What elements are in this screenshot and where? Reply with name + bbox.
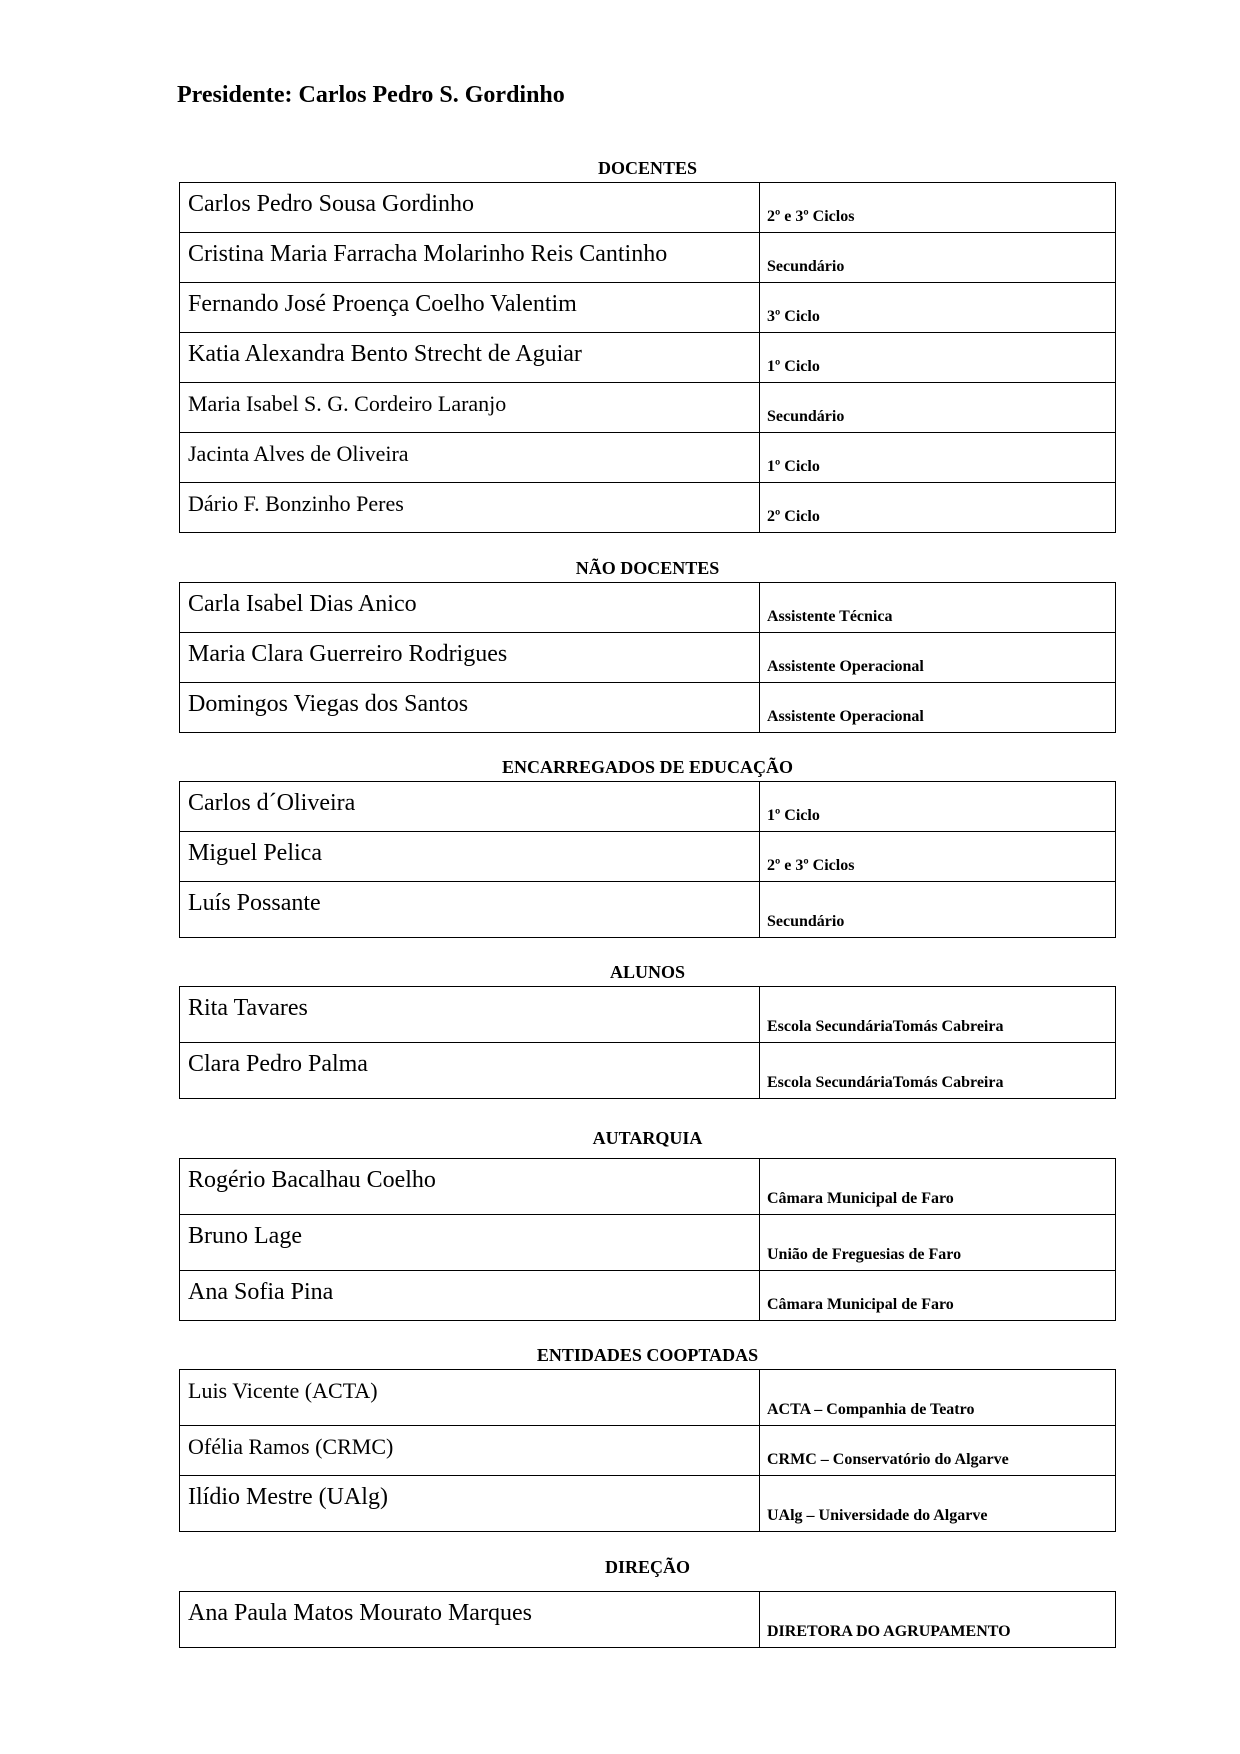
member-name: Clara Pedro Palma: [180, 1043, 760, 1099]
member-role: DIRETORA DO AGRUPAMENTO: [760, 1592, 1116, 1648]
table-row: [180, 583, 1116, 633]
section-direcao: [179, 1553, 1116, 1648]
table-row: [180, 633, 1116, 683]
table-row: [180, 1215, 1116, 1271]
member-name: Carlos d´Oliveira: [180, 782, 760, 832]
member-role: Câmara Municipal de Faro: [760, 1271, 1116, 1321]
member-role: 1º Ciclo: [760, 433, 1116, 483]
table-row: [180, 987, 1116, 1043]
member-name: Dário F. Bonzinho Peres: [180, 483, 760, 533]
section-title: NÃO DOCENTES: [575, 558, 720, 578]
section-autarquia: [179, 1124, 1116, 1321]
member-name: Miguel Pelica: [180, 832, 760, 882]
member-name: Ilídio Mestre (UAlg): [180, 1476, 760, 1532]
members-table: [179, 1158, 1116, 1321]
table-row: [180, 383, 1116, 433]
member-name: Luis Vicente (ACTA): [180, 1370, 760, 1426]
table-row: [180, 782, 1116, 832]
members-table: [179, 986, 1116, 1099]
member-name: Katia Alexandra Bento Strecht de Aguiar: [180, 333, 760, 383]
member-role: 3º Ciclo: [760, 283, 1116, 333]
table-row: [180, 1271, 1116, 1321]
member-role: Escola SecundáriaTomás Cabreira: [760, 987, 1116, 1043]
member-role: 1º Ciclo: [760, 782, 1116, 832]
section-title: ENTIDADES COOPTADAS: [536, 1345, 759, 1365]
member-role: 2º e 3º Ciclos: [760, 183, 1116, 233]
member-role: Secundário: [760, 233, 1116, 283]
member-role: Assistente Operacional: [760, 683, 1116, 733]
member-name: Ana Paula Matos Mourato Marques: [180, 1592, 760, 1648]
member-name: Jacinta Alves de Oliveira: [180, 433, 760, 483]
member-name: Luís Possante: [180, 882, 760, 938]
president-heading: Presidente: Carlos Pedro S. Gordinho: [177, 82, 565, 108]
members-table: [179, 582, 1116, 733]
section-alunos: [179, 958, 1116, 1099]
member-role: 1º Ciclo: [760, 333, 1116, 383]
member-role: 2º e 3º Ciclos: [760, 832, 1116, 882]
member-role: Secundário: [760, 383, 1116, 433]
member-role: ACTA – Companhia de Teatro: [760, 1370, 1116, 1426]
member-name: Ofélia Ramos (CRMC): [180, 1426, 760, 1476]
member-role: Assistente Operacional: [760, 633, 1116, 683]
table-row: [180, 433, 1116, 483]
section-title: DIREÇÃO: [604, 1557, 690, 1577]
members-table: [179, 781, 1116, 938]
member-name: Fernando José Proença Coelho Valentim: [180, 283, 760, 333]
table-row: [180, 233, 1116, 283]
member-role: CRMC – Conservatório do Algarve: [760, 1426, 1116, 1476]
section-title: DOCENTES: [597, 158, 698, 178]
member-name: Domingos Viegas dos Santos: [180, 683, 760, 733]
member-name: Rita Tavares: [180, 987, 760, 1043]
member-role: União de Freguesias de Faro: [760, 1215, 1116, 1271]
table-row: [180, 1476, 1116, 1532]
member-role: 2º Ciclo: [760, 483, 1116, 533]
member-role: Escola SecundáriaTomás Cabreira: [760, 1043, 1116, 1099]
member-name: Carla Isabel Dias Anico: [180, 583, 760, 633]
table-row: [180, 1043, 1116, 1099]
member-name: Maria Clara Guerreiro Rodrigues: [180, 633, 760, 683]
section-docentes: [179, 154, 1116, 533]
members-table: [179, 182, 1116, 533]
table-row: [180, 1426, 1116, 1476]
member-role: Assistente Técnica: [760, 583, 1116, 633]
member-name: Bruno Lage: [180, 1215, 760, 1271]
table-row: [180, 1592, 1116, 1648]
member-name: Cristina Maria Farracha Molarinho Reis Cantinho: [180, 233, 760, 283]
members-table: [179, 1591, 1116, 1648]
member-role: UAlg – Universidade do Algarve: [760, 1476, 1116, 1532]
table-row: [180, 483, 1116, 533]
section-encarregados: [179, 753, 1116, 938]
section-nao-docentes: [179, 554, 1116, 733]
section-entidades-cooptadas: [179, 1341, 1116, 1532]
table-row: [180, 183, 1116, 233]
member-role: Secundário: [760, 882, 1116, 938]
member-role: Câmara Municipal de Faro: [760, 1159, 1116, 1215]
table-row: [180, 283, 1116, 333]
section-title: ENCARREGADOS DE EDUCAÇÃO: [501, 757, 794, 777]
table-row: [180, 1370, 1116, 1426]
member-name: Rogério Bacalhau Coelho: [180, 1159, 760, 1215]
table-row: [180, 832, 1116, 882]
table-row: [180, 683, 1116, 733]
section-title: AUTARQUIA: [592, 1128, 703, 1148]
member-name: Ana Sofia Pina: [180, 1271, 760, 1321]
member-name: Carlos Pedro Sousa Gordinho: [180, 183, 760, 233]
table-row: [180, 1159, 1116, 1215]
table-row: [180, 882, 1116, 938]
table-row: [180, 333, 1116, 383]
section-title: ALUNOS: [609, 962, 685, 982]
members-table: [179, 1369, 1116, 1532]
member-name: Maria Isabel S. G. Cordeiro Laranjo: [180, 383, 760, 433]
